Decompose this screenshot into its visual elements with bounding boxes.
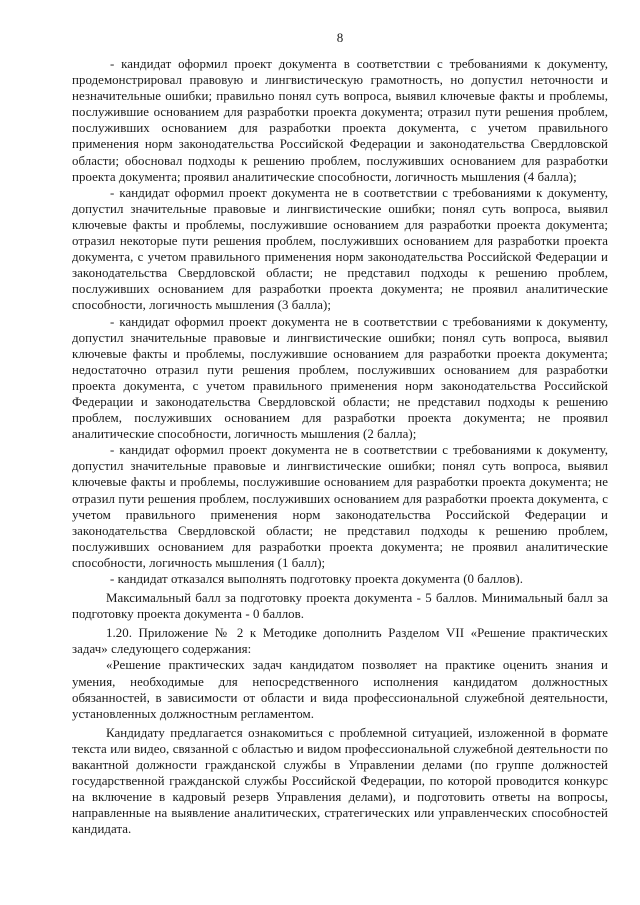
criterion-2-points: - кандидат оформил проект документа не в соответствии с требованиями к документу, допустил значительные правовые и лингвистические ошибки; понял суть вопроса, выявил ключевые факты и проблемы, послужившие основанием для разработки проекта документа; недостаточно отразил пути решения проблем, послуживших основанием для разработки проекта документа, с учетом правильного применения норм законодательства Российской Федерации и законодательства Свердловской области; не представил подходы к решению проблем, послуживших основанием для разработки проекта документа; не проявил аналитические способности, логичность мышления (2 балла); [72, 314, 608, 442]
section-paragraph-2: Кандидату предлагается ознакомиться с проблемной ситуацией, изложенной в формате текста или видео, связанной с областью и видом профессиональной служебной деятельности по вакантной должности гражданской службы в Управлении делами (по группе должностей государственной гражданской службы Российской Федерации, по которой проводится конкурс на включение в кадровый резерв Управления делами), и подготовить ответы на вопросы, направленные на выявление аналитических, стратегических или управленческих способностей кандидата. [72, 725, 608, 837]
score-note: Максимальный балл за подготовку проекта документа - 5 баллов. Минимальный балл за подготовку проекта документа - 0 баллов. [72, 591, 608, 622]
criterion-0-points: - кандидат отказался выполнять подготовку проекта документа (0 баллов). [110, 572, 524, 586]
criterion-1-point: - кандидат оформил проект документа не в соответствии с требованиями к документу, допустил значительные правовые и лингвистические ошибки; понял суть вопроса, выявил ключевые факты и проблемы, послужившие основанием для разработки проекта документа; не отразил пути решения проблем, послуживших основанием для разработки проекта документа, с учетом правильного применения норм законодательства Российской Федерации и законодательства Свердловской области; не представил подходы к решению проблем, послуживших основанием для разработки проекта документа; не проявил аналитические способности, логичность мышления (1 балл); [72, 443, 608, 570]
page-number: 8 [336, 30, 344, 45]
criterion-3-points: - кандидат оформил проект документа не в соответствии с требованиями к документу, допустил значительные правовые и лингвистические ошибки; понял суть вопроса, выявил ключевые факты и проблемы, послужившие основанием для разработки проекта документа; отразил некоторые пути решения проблем, послуживших основанием для разработки проекта документа, с учетом правильного применения норм законодательства Российской Федерации и законодательства Свердловской области; не представил подходы к решению проблем, послуживших основанием для разработки проекта документа; не проявил аналитические способности, логичность мышления (3 балла); [72, 185, 608, 313]
criterion-4-points: - кандидат оформил проект документа в соответствии с требованиями к документу, продемонстрировал правовую и лингвистическую грамотность, но допустил неточности и незначительные ошибки; правильно понял суть вопроса, выявил ключевые факты и проблемы, послужившие основанием для разработки проекта документа; отразил пути решения проблем, послуживших основанием для разработки проекта документа, с учетом правильного применения норм законодательства Российской Федерации и законодательства Свердловской области; обосновал подходы к решению проблем, послуживших основанием для разработки проекта документа; проявил аналитические способности, логичность мышления (4 балла); [72, 57, 608, 184]
amendment-intro: 1.20. Приложение № 2 к Методике дополнить Разделом VII «Решение практических задач» следующего содержания: [72, 626, 608, 657]
section-paragraph-1: «Решение практических задач кандидатом позволяет на практике оценить знания и умения, необходимые для непосредственного исполнения кандидатом должностных обязанностей, в зависимости от области и вида профессиональной служебной деятельности, установленных должностным регламентом. [72, 658, 608, 721]
document-page [72, 30, 608, 838]
